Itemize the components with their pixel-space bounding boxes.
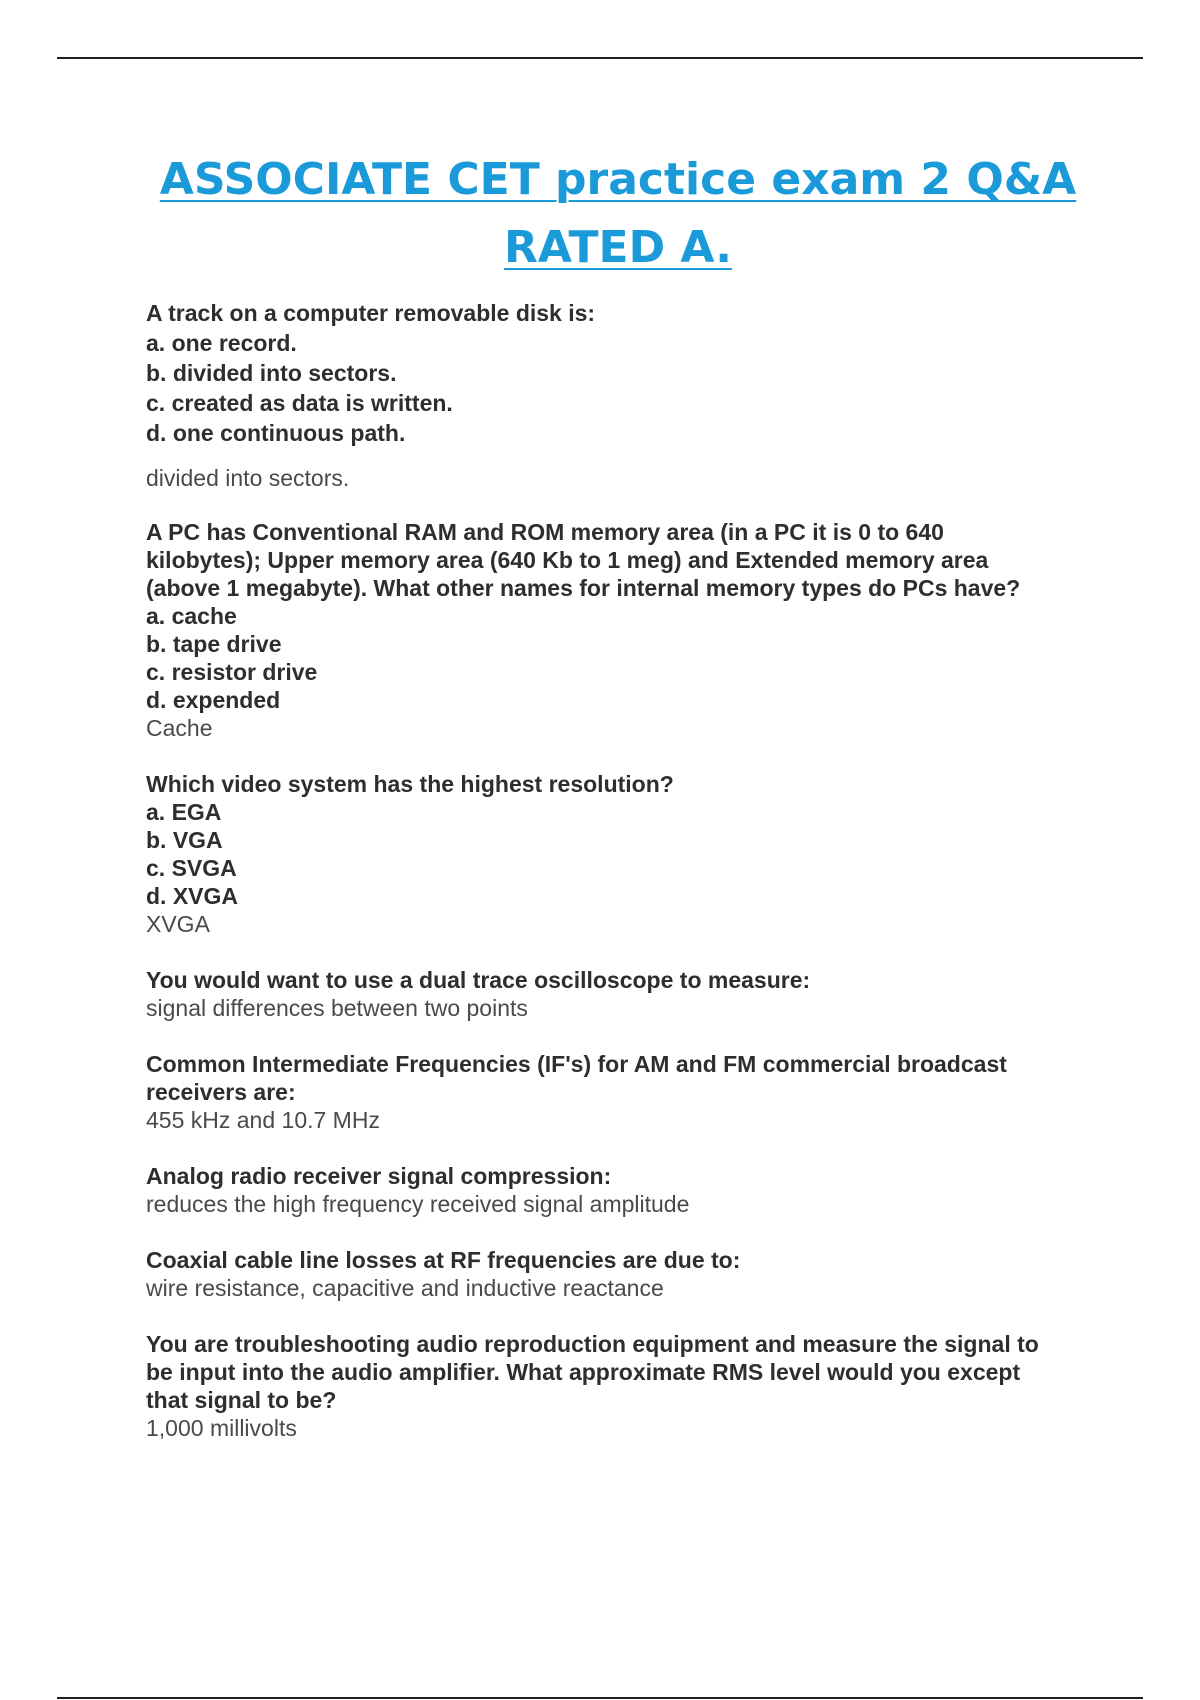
answer: Cache xyxy=(146,715,213,741)
document-title xyxy=(0,146,1200,282)
qa-item-4 xyxy=(146,966,1096,1022)
answer: reduces the high frequency received signal amplitude xyxy=(146,1191,690,1217)
option-d: d. expended xyxy=(146,687,281,713)
option-b: b. VGA xyxy=(146,827,223,853)
option-a: a. cache xyxy=(146,603,237,629)
qa-item-3 xyxy=(146,770,1096,938)
top-rule xyxy=(57,57,1143,59)
answer: 455 kHz and 10.7 MHz xyxy=(146,1107,380,1133)
option-d: d. XVGA xyxy=(146,883,239,909)
answer: divided into sectors. xyxy=(146,465,350,491)
question: Analog radio receiver signal compression: xyxy=(146,1163,612,1189)
question-line: be input into the audio amplifier. What approximate RMS level would you except xyxy=(146,1359,1021,1385)
qa-item-5 xyxy=(146,1050,1096,1134)
question-line: kilobytes); Upper memory area (640 Kb to 1 meg) and Extended memory area xyxy=(146,547,989,573)
question-line: A PC has Conventional RAM and ROM memory area (in a PC it is 0 to 640 xyxy=(146,519,944,545)
answer: XVGA xyxy=(146,911,210,937)
option-c: c. resistor drive xyxy=(146,659,318,685)
qa-item-2 xyxy=(146,518,1096,742)
question-line: that signal to be? xyxy=(146,1387,337,1413)
qa-item-6 xyxy=(146,1162,1096,1218)
question: Coaxial cable line losses at RF frequencies are due to: xyxy=(146,1247,741,1273)
qa-item-7 xyxy=(146,1246,1096,1302)
qa-item-8 xyxy=(146,1330,1096,1442)
question-line: Common Intermediate Frequencies (IF's) for AM and FM commercial broadcast xyxy=(146,1051,1007,1077)
option-c: c. created as data is written. xyxy=(146,390,453,416)
question-line: You are troubleshooting audio reproduction equipment and measure the signal to xyxy=(146,1331,1039,1357)
option-c: c. SVGA xyxy=(146,855,237,881)
question: A track on a computer removable disk is: xyxy=(146,300,596,326)
answer: wire resistance, capacitive and inductive reactance xyxy=(146,1275,664,1301)
question: Which video system has the highest resolution? xyxy=(146,771,674,797)
option-b: b. tape drive xyxy=(146,631,282,657)
option-a: a. one record. xyxy=(146,330,297,356)
question-line: receivers are: xyxy=(146,1079,296,1105)
qa-item-1 xyxy=(146,298,1096,492)
title-line-2: RATED A. xyxy=(503,222,732,273)
answer: signal differences between two points xyxy=(146,995,528,1021)
answer: 1,000 millivolts xyxy=(146,1415,297,1441)
option-a: a. EGA xyxy=(146,799,222,825)
option-d: d. one continuous path. xyxy=(146,420,406,446)
question-line: (above 1 megabyte). What other names for internal memory types do PCs have? xyxy=(146,575,1021,601)
qa-content xyxy=(146,298,1096,1442)
bottom-rule xyxy=(57,1697,1143,1699)
question: You would want to use a dual trace oscilloscope to measure: xyxy=(146,967,811,993)
option-b: b. divided into sectors. xyxy=(146,360,397,386)
title-line-1: ASSOCIATE CET practice exam 2 Q&A xyxy=(159,154,1077,205)
